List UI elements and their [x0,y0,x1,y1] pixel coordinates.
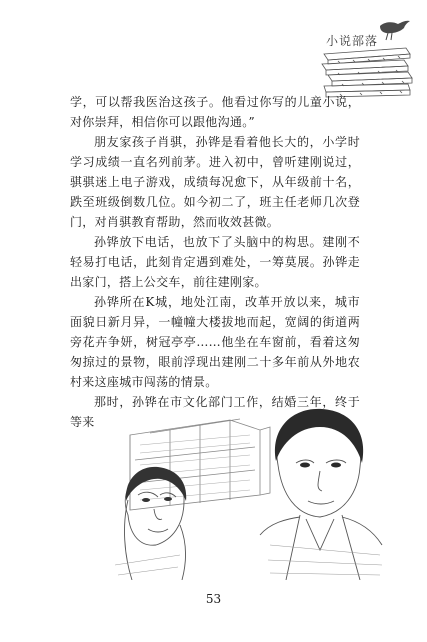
series-logo [318,18,416,98]
page-number: 53 [205,592,222,606]
paragraph: 学，可以帮我医治这孩子。他看过你写的儿童小说，对你崇拜，相信你可以跟他沟通。” [70,95,360,129]
body-text [70,92,360,432]
paragraph: 孙铧放下电话，也放下了头脑中的构思。建刚不轻易打电话，此刻肯定遇到难处，一筹莫展。孙铧走出家门，搭上公交车，前往建刚家。 [70,235,360,289]
books-and-bird-icon [318,18,416,98]
paragraph: 那时，孙铧在市文化部门工作，结婚三年，终于等来 [70,395,360,429]
pencil-sketch-man-woman-illustration [110,405,385,580]
paragraph: 朋友家孩子肖骐，孙铧是看着他长大的，小学时学习成绩一直名列前茅。进入初中，曾听建刚说过，骐骐迷上电子游戏，成绩每况愈下，从年级前十名，跌至班级倒数几位。如今初二了，班主任老师几次登门，对肖骐教育帮助，然而收效甚微。 [70,135,360,229]
sketch-illustration [110,405,385,580]
paragraph: 孙铧所在K城，地处江南，改革开放以来，城市面貌日新月异，一幢幢大楼拔地而起，宽阔的街道两旁花卉争妍，树冠亭亭……他坐在车窗前，看着这匆匆掠过的景物，眼前浮现出建刚二十多年前从外地农村来这座城市闯荡的情景。 [70,295,360,389]
series-logo-text: 小说部落 [326,34,379,48]
